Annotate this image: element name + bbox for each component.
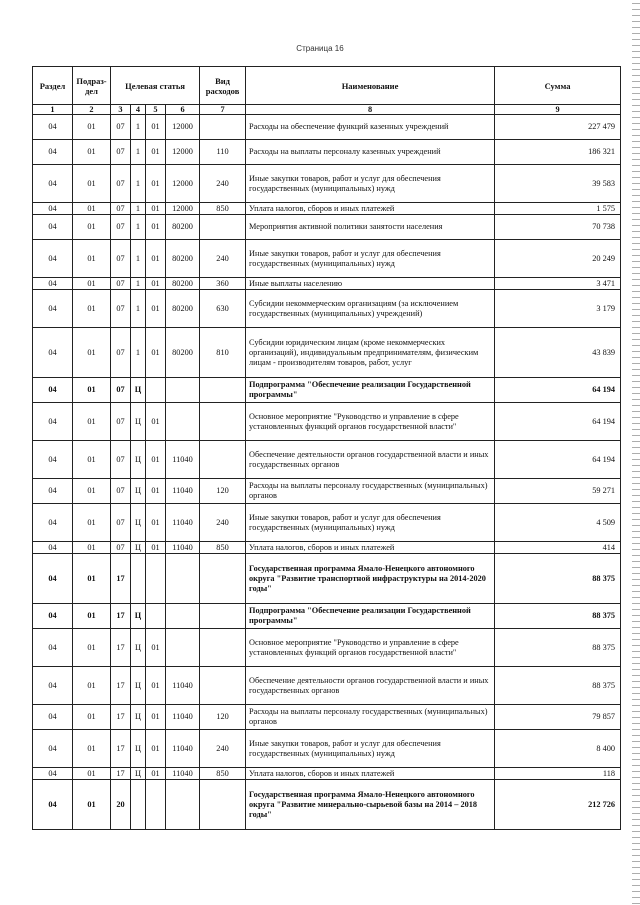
expense-type-cell: 850 — [200, 768, 246, 780]
expense-type-cell — [200, 378, 246, 403]
table-row — [33, 604, 621, 629]
table-row — [33, 403, 621, 441]
expense-type-cell — [200, 604, 246, 629]
sum-cell: 64 194 — [495, 378, 621, 403]
program-code-cell: 07 — [111, 203, 131, 215]
activity-code-cell: 01 — [146, 629, 166, 667]
col-number: 7 — [200, 105, 246, 115]
activity-code-cell: 01 — [146, 768, 166, 780]
table-row — [33, 328, 621, 378]
sum-cell: 88 375 — [495, 604, 621, 629]
subprogram-code-cell: 1 — [131, 290, 146, 328]
podrazdel-cell: 01 — [73, 542, 111, 554]
activity-code-cell — [146, 554, 166, 604]
podrazdel-cell: 01 — [73, 328, 111, 378]
name-cell: Расходы на обеспечение функций казенных учреждений — [246, 115, 495, 140]
expense-type-cell — [200, 629, 246, 667]
col-number: 2 — [73, 105, 111, 115]
sum-cell: 88 375 — [495, 629, 621, 667]
direction-code-cell — [166, 403, 200, 441]
direction-code-cell: 11040 — [166, 730, 200, 768]
name-cell: Основное мероприятие "Руководство и управление в сфере установленных функций органов государственной власти" — [246, 629, 495, 667]
subprogram-code-cell: Ц — [131, 504, 146, 542]
subprogram-code-cell: Ц — [131, 403, 146, 441]
name-cell: Мероприятия активной политики занятости населения — [246, 215, 495, 240]
name-cell: Иные закупки товаров, работ и услуг для обеспечения государственных (муниципальных) нужд — [246, 240, 495, 278]
expense-type-cell: 240 — [200, 730, 246, 768]
table-row — [33, 290, 621, 328]
sum-cell: 414 — [495, 542, 621, 554]
program-code-cell: 17 — [111, 604, 131, 629]
sum-cell: 4 509 — [495, 504, 621, 542]
podrazdel-cell: 01 — [73, 215, 111, 240]
program-code-cell: 17 — [111, 554, 131, 604]
sum-cell: 186 321 — [495, 140, 621, 165]
razdel-cell: 04 — [33, 215, 73, 240]
razdel-cell: 04 — [33, 604, 73, 629]
direction-code-cell: 80200 — [166, 240, 200, 278]
direction-code-cell — [166, 554, 200, 604]
name-cell: Обеспечение деятельности органов государственной власти и иных государственных органов — [246, 667, 495, 705]
podrazdel-cell: 01 — [73, 140, 111, 165]
podrazdel-cell: 01 — [73, 278, 111, 290]
subprogram-code-cell: Ц — [131, 441, 146, 479]
razdel-cell: 04 — [33, 240, 73, 278]
expense-type-cell — [200, 780, 246, 830]
col-number: 3 — [111, 105, 131, 115]
table-row — [33, 479, 621, 504]
col-number: 6 — [166, 105, 200, 115]
table-row — [33, 378, 621, 403]
table-row — [33, 140, 621, 165]
table-row — [33, 542, 621, 554]
name-cell: Подпрограмма "Обеспечение реализации Государственной программы" — [246, 378, 495, 403]
header-vid-rashodov — [200, 67, 246, 105]
activity-code-cell: 01 — [146, 479, 166, 504]
subprogram-code-cell: 1 — [131, 215, 146, 240]
sum-cell: 227 479 — [495, 115, 621, 140]
header-summa: Сумма — [495, 67, 621, 105]
podrazdel-cell: 01 — [73, 504, 111, 542]
sum-cell: 1 575 — [495, 203, 621, 215]
table-row — [33, 554, 621, 604]
table-row — [33, 730, 621, 768]
table-row — [33, 667, 621, 705]
column-number-row — [33, 105, 621, 115]
activity-code-cell: 01 — [146, 328, 166, 378]
razdel-cell: 04 — [33, 278, 73, 290]
name-cell: Подпрограмма "Обеспечение реализации Государственной программы" — [246, 604, 495, 629]
activity-code-cell — [146, 378, 166, 403]
subprogram-code-cell: Ц — [131, 629, 146, 667]
table-row — [33, 768, 621, 780]
header-vid-line1: Вид — [215, 75, 230, 86]
direction-code-cell: 80200 — [166, 278, 200, 290]
budget-table — [32, 66, 621, 830]
activity-code-cell — [146, 780, 166, 830]
direction-code-cell: 12000 — [166, 203, 200, 215]
activity-code-cell: 01 — [146, 240, 166, 278]
activity-code-cell: 01 — [146, 290, 166, 328]
name-cell: Обеспечение деятельности органов государственной власти и иных государственных органов — [246, 441, 495, 479]
direction-code-cell: 11040 — [166, 667, 200, 705]
table-row — [33, 504, 621, 542]
direction-code-cell: 11040 — [166, 542, 200, 554]
subprogram-code-cell: Ц — [131, 768, 146, 780]
table-row — [33, 780, 621, 830]
podrazdel-cell: 01 — [73, 629, 111, 667]
sum-cell: 3 471 — [495, 278, 621, 290]
razdel-cell: 04 — [33, 328, 73, 378]
subprogram-code-cell: Ц — [131, 378, 146, 403]
podrazdel-cell: 01 — [73, 604, 111, 629]
scan-edge-artifact — [632, 0, 640, 905]
podrazdel-cell: 01 — [73, 441, 111, 479]
sum-cell: 88 375 — [495, 667, 621, 705]
col-number: 1 — [33, 105, 73, 115]
direction-code-cell: 11040 — [166, 768, 200, 780]
activity-code-cell: 01 — [146, 140, 166, 165]
name-cell: Субсидии юридическим лицам (кроме некоммерческих организаций), индивидуальным предпринимателям, физическим лицам - производителям товаров, работ, услуг — [246, 328, 495, 378]
activity-code-cell: 01 — [146, 542, 166, 554]
name-cell: Уплата налогов, сборов и иных платежей — [246, 203, 495, 215]
program-code-cell: 20 — [111, 780, 131, 830]
expense-type-cell: 360 — [200, 278, 246, 290]
name-cell: Государственная программа Ямало-Ненецкого автономного округа "Развитие транспортной инфраструктуры на 2014-2020 годы" — [246, 554, 495, 604]
expense-type-cell: 630 — [200, 290, 246, 328]
activity-code-cell: 01 — [146, 504, 166, 542]
subprogram-code-cell: Ц — [131, 705, 146, 730]
name-cell: Иные закупки товаров, работ и услуг для обеспечения государственных (муниципальных) нужд — [246, 165, 495, 203]
expense-type-cell: 850 — [200, 542, 246, 554]
name-cell: Расходы на выплаты персоналу государственных (муниципальных) органов — [246, 479, 495, 504]
podrazdel-cell: 01 — [73, 403, 111, 441]
expense-type-cell — [200, 115, 246, 140]
expense-type-cell: 240 — [200, 165, 246, 203]
name-cell: Иные выплаты населению — [246, 278, 495, 290]
program-code-cell: 17 — [111, 768, 131, 780]
direction-code-cell: 11040 — [166, 479, 200, 504]
expense-type-cell — [200, 215, 246, 240]
razdel-cell: 04 — [33, 403, 73, 441]
razdel-cell: 04 — [33, 165, 73, 203]
program-code-cell: 07 — [111, 165, 131, 203]
table-body — [33, 115, 621, 830]
program-code-cell: 17 — [111, 667, 131, 705]
sum-cell: 64 194 — [495, 441, 621, 479]
program-code-cell: 17 — [111, 730, 131, 768]
podrazdel-cell: 01 — [73, 165, 111, 203]
subprogram-code-cell — [131, 780, 146, 830]
sum-cell: 118 — [495, 768, 621, 780]
sum-cell: 8 400 — [495, 730, 621, 768]
razdel-cell: 04 — [33, 768, 73, 780]
activity-code-cell: 01 — [146, 165, 166, 203]
col-number: 4 — [131, 105, 146, 115]
program-code-cell: 07 — [111, 115, 131, 140]
expense-type-cell: 850 — [200, 203, 246, 215]
razdel-cell: 04 — [33, 290, 73, 328]
sum-cell: 20 249 — [495, 240, 621, 278]
expense-type-cell: 240 — [200, 504, 246, 542]
razdel-cell: 04 — [33, 554, 73, 604]
razdel-cell: 04 — [33, 115, 73, 140]
name-cell: Уплата налогов, сборов и иных платежей — [246, 768, 495, 780]
name-cell: Расходы на выплаты персоналу государственных (муниципальных) органов — [246, 705, 495, 730]
podrazdel-cell: 01 — [73, 115, 111, 140]
direction-code-cell: 80200 — [166, 215, 200, 240]
direction-code-cell: 12000 — [166, 140, 200, 165]
header-vid-line2: расходов — [205, 85, 240, 96]
header-podrazdel-line2: дел — [85, 85, 98, 96]
page-title: Страница 16 — [296, 44, 344, 53]
podrazdel-cell: 01 — [73, 780, 111, 830]
header-podrazdel — [73, 67, 111, 105]
program-code-cell: 17 — [111, 629, 131, 667]
table-row — [33, 441, 621, 479]
sum-cell: 212 726 — [495, 780, 621, 830]
table-row — [33, 240, 621, 278]
col-number: 5 — [146, 105, 166, 115]
razdel-cell: 04 — [33, 441, 73, 479]
table-row — [33, 215, 621, 240]
table-row — [33, 115, 621, 140]
program-code-cell: 07 — [111, 328, 131, 378]
direction-code-cell — [166, 780, 200, 830]
sum-cell: 70 738 — [495, 215, 621, 240]
program-code-cell: 07 — [111, 278, 131, 290]
subprogram-code-cell — [131, 554, 146, 604]
expense-type-cell: 810 — [200, 328, 246, 378]
program-code-cell: 17 — [111, 705, 131, 730]
podrazdel-cell: 01 — [73, 479, 111, 504]
activity-code-cell: 01 — [146, 115, 166, 140]
sum-cell: 43 839 — [495, 328, 621, 378]
program-code-cell: 07 — [111, 378, 131, 403]
program-code-cell: 07 — [111, 479, 131, 504]
razdel-cell: 04 — [33, 780, 73, 830]
subprogram-code-cell: Ц — [131, 479, 146, 504]
table-row — [33, 705, 621, 730]
activity-code-cell: 01 — [146, 203, 166, 215]
direction-code-cell: 11040 — [166, 441, 200, 479]
table-row — [33, 203, 621, 215]
sum-cell: 59 271 — [495, 479, 621, 504]
expense-type-cell: 120 — [200, 705, 246, 730]
activity-code-cell: 01 — [146, 215, 166, 240]
direction-code-cell: 12000 — [166, 115, 200, 140]
razdel-cell: 04 — [33, 203, 73, 215]
expense-type-cell: 120 — [200, 479, 246, 504]
subprogram-code-cell: Ц — [131, 667, 146, 705]
subprogram-code-cell: 1 — [131, 278, 146, 290]
direction-code-cell: 11040 — [166, 504, 200, 542]
activity-code-cell: 01 — [146, 278, 166, 290]
program-code-cell: 07 — [111, 441, 131, 479]
direction-code-cell: 12000 — [166, 165, 200, 203]
direction-code-cell — [166, 378, 200, 403]
expense-type-cell — [200, 554, 246, 604]
col-number: 8 — [246, 105, 495, 115]
expense-type-cell — [200, 403, 246, 441]
expense-type-cell: 110 — [200, 140, 246, 165]
header-naimenovanie: Наименование — [246, 67, 495, 105]
razdel-cell: 04 — [33, 504, 73, 542]
subprogram-code-cell: Ц — [131, 542, 146, 554]
subprogram-code-cell: 1 — [131, 328, 146, 378]
direction-code-cell: 80200 — [166, 328, 200, 378]
program-code-cell: 07 — [111, 542, 131, 554]
activity-code-cell: 01 — [146, 403, 166, 441]
subprogram-code-cell: Ц — [131, 604, 146, 629]
header-razdel: Раздел — [33, 67, 73, 105]
subprogram-code-cell: 1 — [131, 140, 146, 165]
razdel-cell: 04 — [33, 705, 73, 730]
name-cell: Иные закупки товаров, работ и услуг для обеспечения государственных (муниципальных) нужд — [246, 730, 495, 768]
podrazdel-cell: 01 — [73, 667, 111, 705]
expense-type-cell: 240 — [200, 240, 246, 278]
name-cell: Иные закупки товаров, работ и услуг для обеспечения государственных (муниципальных) нужд — [246, 504, 495, 542]
activity-code-cell: 01 — [146, 705, 166, 730]
activity-code-cell: 01 — [146, 730, 166, 768]
subprogram-code-cell: 1 — [131, 203, 146, 215]
podrazdel-cell: 01 — [73, 705, 111, 730]
subprogram-code-cell: Ц — [131, 730, 146, 768]
subprogram-code-cell: 1 — [131, 115, 146, 140]
razdel-cell: 04 — [33, 140, 73, 165]
program-code-cell: 07 — [111, 504, 131, 542]
subprogram-code-cell: 1 — [131, 240, 146, 278]
expense-type-cell — [200, 441, 246, 479]
name-cell: Основное мероприятие "Руководство и управление в сфере установленных функций органов государственной власти" — [246, 403, 495, 441]
podrazdel-cell: 01 — [73, 378, 111, 403]
razdel-cell: 04 — [33, 479, 73, 504]
sum-cell: 79 857 — [495, 705, 621, 730]
expense-type-cell — [200, 667, 246, 705]
name-cell: Уплата налогов, сборов и иных платежей — [246, 542, 495, 554]
podrazdel-cell: 01 — [73, 203, 111, 215]
direction-code-cell — [166, 629, 200, 667]
program-code-cell: 07 — [111, 240, 131, 278]
sum-cell: 88 375 — [495, 554, 621, 604]
program-code-cell: 07 — [111, 403, 131, 441]
razdel-cell: 04 — [33, 667, 73, 705]
razdel-cell: 04 — [33, 542, 73, 554]
activity-code-cell: 01 — [146, 667, 166, 705]
name-cell: Расходы на выплаты персоналу казенных учреждений — [246, 140, 495, 165]
razdel-cell: 04 — [33, 378, 73, 403]
program-code-cell: 07 — [111, 290, 131, 328]
activity-code-cell — [146, 604, 166, 629]
activity-code-cell: 01 — [146, 441, 166, 479]
name-cell: Субсидии некоммерческим организациям (за исключением государственных (муниципальных) учреждений) — [246, 290, 495, 328]
podrazdel-cell: 01 — [73, 554, 111, 604]
direction-code-cell: 11040 — [166, 705, 200, 730]
table-row — [33, 165, 621, 203]
podrazdel-cell: 01 — [73, 240, 111, 278]
header-podrazdel-line1: Подраз- — [76, 75, 107, 86]
podrazdel-cell: 01 — [73, 730, 111, 768]
program-code-cell: 07 — [111, 140, 131, 165]
name-cell: Государственная программа Ямало-Ненецкого автономного округа "Развитие минерально-сырьевой базы на 2014 – 2018 годы" — [246, 780, 495, 830]
sum-cell: 39 583 — [495, 165, 621, 203]
razdel-cell: 04 — [33, 730, 73, 768]
header-celevaya-statya: Целевая статья — [111, 67, 200, 105]
sum-cell: 64 194 — [495, 403, 621, 441]
col-number: 9 — [495, 105, 621, 115]
direction-code-cell: 80200 — [166, 290, 200, 328]
sum-cell: 3 179 — [495, 290, 621, 328]
table-row — [33, 278, 621, 290]
subprogram-code-cell: 1 — [131, 165, 146, 203]
podrazdel-cell: 01 — [73, 290, 111, 328]
table-row — [33, 629, 621, 667]
program-code-cell: 07 — [111, 215, 131, 240]
podrazdel-cell: 01 — [73, 768, 111, 780]
direction-code-cell — [166, 604, 200, 629]
razdel-cell: 04 — [33, 629, 73, 667]
